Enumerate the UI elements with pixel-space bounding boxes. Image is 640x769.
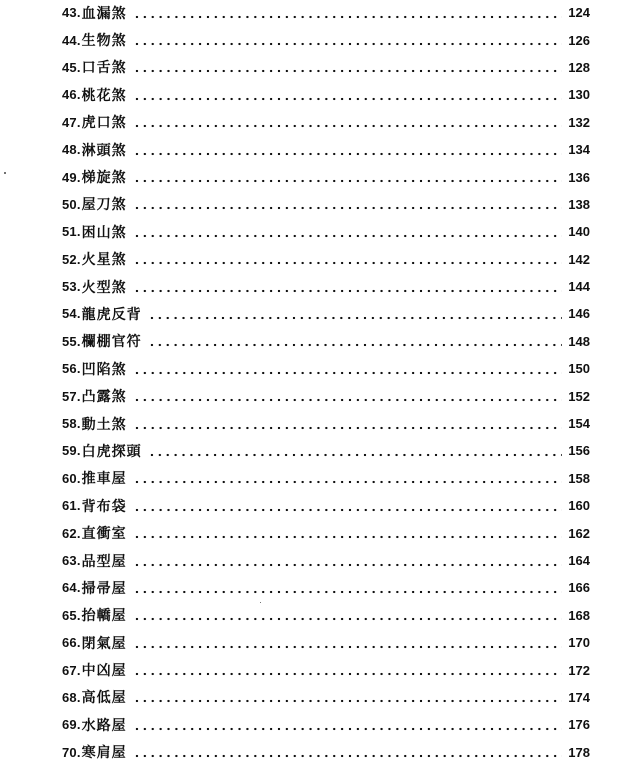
- entry-page-number: 158: [568, 470, 590, 486]
- entry-title: 抬轎屋: [81, 608, 127, 625]
- entry-page-number: 164: [568, 553, 590, 568]
- toc-entry: [62, 0, 590, 26]
- toc-entry: [62, 547, 590, 574]
- dot-leader: [133, 663, 562, 677]
- toc-entry: [62, 437, 590, 464]
- toc-entry: [62, 54, 590, 81]
- dot-leader: [133, 88, 562, 102]
- dot-leader: [133, 499, 562, 513]
- entry-title: 推車屋: [81, 471, 127, 488]
- entry-number: 67.: [62, 662, 81, 678]
- entry-title: 品型屋: [81, 553, 127, 570]
- entry-title: 梯旋煞: [81, 170, 127, 187]
- entry-page-number: 162: [568, 525, 590, 541]
- entry-title: 龍虎反背: [81, 306, 142, 323]
- toc-entry: [62, 26, 590, 53]
- entry-page-number: 150: [568, 361, 590, 377]
- entry-title: 背布袋: [81, 498, 127, 515]
- toc-entry: [62, 656, 590, 683]
- toc-entry: [62, 218, 590, 245]
- dot-leader: [133, 581, 562, 595]
- entry-page-number: 178: [568, 744, 590, 760]
- entry-page-number: 142: [568, 251, 590, 267]
- toc-entry: [62, 629, 590, 656]
- entry-page-number: 140: [568, 224, 590, 240]
- toc-entry: [62, 328, 590, 355]
- dot-leader: [133, 526, 562, 540]
- entry-page-number: 170: [568, 635, 590, 651]
- entry-number: 50.: [62, 196, 81, 212]
- dot-leader: [133, 554, 562, 568]
- entry-number: 56.: [62, 361, 81, 377]
- entry-title: 高低屋: [81, 690, 127, 707]
- entry-number: 47.: [62, 114, 81, 130]
- dot-leader: [133, 170, 562, 184]
- dot-leader: [133, 745, 562, 759]
- toc-entry: [62, 355, 590, 382]
- entry-page-number: 154: [568, 416, 590, 432]
- entry-title: 白虎探頭: [81, 443, 142, 460]
- entry-title: 火型煞: [81, 279, 127, 296]
- toc-entry: [62, 382, 590, 409]
- entry-title: 動土煞: [81, 416, 127, 433]
- entry-title: 中凶屋: [81, 663, 127, 680]
- entry-title: 生物煞: [81, 33, 127, 50]
- scan-speck: [4, 172, 6, 174]
- entry-page-number: 160: [568, 498, 590, 514]
- toc-entry: [62, 602, 590, 629]
- entry-number: 54.: [62, 306, 81, 322]
- dot-leader: [133, 115, 562, 129]
- dot-leader: [133, 362, 562, 376]
- entry-number: 44.: [62, 32, 81, 48]
- entry-title: 寒肩屋: [81, 745, 127, 762]
- entry-title: 口舌煞: [81, 60, 127, 77]
- entry-title: 閉氣屋: [81, 635, 127, 652]
- toc-entry: [62, 109, 590, 136]
- toc-entry: [62, 163, 590, 190]
- dot-leader: [133, 60, 562, 74]
- entry-number: 48.: [62, 142, 81, 158]
- dot-leader: [133, 608, 562, 622]
- toc-entry: [62, 739, 590, 766]
- dot-leader: [133, 33, 562, 47]
- entry-page-number: 138: [568, 196, 590, 212]
- entry-title: 凹陷煞: [81, 361, 127, 378]
- entry-title: 困山煞: [81, 224, 127, 241]
- toc-entry: [62, 684, 590, 711]
- entry-title: 屋刀煞: [81, 197, 127, 214]
- entry-title: 血漏煞: [81, 5, 127, 22]
- entry-page-number: 126: [568, 32, 590, 48]
- entry-number: 68.: [62, 689, 81, 705]
- dot-leader: [133, 718, 562, 732]
- entry-page-number: 168: [568, 607, 590, 623]
- entry-page-number: 124: [568, 5, 590, 21]
- dot-leader: [148, 444, 562, 458]
- entry-number: 53.: [62, 279, 81, 295]
- entry-page-number: 146: [568, 306, 590, 322]
- entry-page-number: 152: [568, 388, 590, 404]
- table-of-contents: [62, 0, 590, 766]
- entry-number: 49.: [62, 169, 81, 185]
- toc-entry: [62, 246, 590, 273]
- entry-number: 51.: [62, 224, 81, 240]
- entry-number: 46.: [62, 87, 81, 103]
- toc-entry: [62, 711, 590, 738]
- entry-page-number: 134: [568, 142, 590, 158]
- entry-number: 52.: [62, 251, 81, 267]
- toc-entry: [62, 492, 590, 519]
- dot-leader: [133, 280, 562, 294]
- dot-leader: [133, 6, 562, 20]
- toc-entry: [62, 465, 590, 492]
- dot-leader: [133, 143, 562, 157]
- entry-title: 水路屋: [81, 717, 127, 734]
- entry-number: 70.: [62, 744, 81, 760]
- entry-number: 55.: [62, 333, 81, 349]
- dot-leader: [133, 690, 562, 704]
- entry-title: 火星煞: [81, 252, 127, 269]
- dot-leader: [148, 334, 562, 348]
- dot-leader: [133, 389, 562, 403]
- dot-leader: [133, 636, 562, 650]
- entry-title: 凸露煞: [81, 389, 127, 406]
- toc-entry: [62, 300, 590, 327]
- toc-entry: [62, 574, 590, 601]
- entry-page-number: 144: [568, 279, 590, 295]
- dot-leader: [133, 225, 562, 239]
- entry-title: 欄棚官符: [81, 334, 142, 351]
- toc-entry: [62, 410, 590, 437]
- dot-leader: [133, 471, 562, 485]
- entry-title: 掃帚屋: [81, 580, 127, 597]
- entry-page-number: 172: [568, 662, 590, 678]
- entry-number: 63.: [62, 553, 81, 568]
- entry-number: 66.: [62, 635, 81, 651]
- entry-page-number: 166: [568, 580, 590, 596]
- toc-entry: [62, 81, 590, 108]
- entry-title: 虎口煞: [81, 115, 127, 132]
- entry-page-number: 128: [568, 59, 590, 75]
- entry-number: 64.: [62, 580, 81, 596]
- entry-page-number: 156: [568, 443, 590, 459]
- toc-entry: [62, 273, 590, 300]
- entry-page-number: 148: [568, 333, 590, 349]
- entry-number: 45.: [62, 59, 81, 75]
- dot-leader: [133, 417, 562, 431]
- entry-number: 69.: [62, 717, 81, 733]
- entry-number: 62.: [62, 525, 81, 541]
- toc-entry: [62, 136, 590, 163]
- entry-number: 60.: [62, 470, 81, 486]
- entry-page-number: 136: [568, 169, 590, 185]
- entry-number: 58.: [62, 416, 81, 432]
- entry-number: 65.: [62, 607, 81, 623]
- toc-entry: [62, 191, 590, 218]
- entry-title: 直衝室: [81, 526, 127, 543]
- entry-title: 桃花煞: [81, 87, 127, 104]
- dot-leader: [133, 197, 562, 211]
- entry-page-number: 176: [568, 717, 590, 733]
- entry-title: 淋頭煞: [81, 142, 127, 159]
- entry-number: 59.: [62, 443, 81, 459]
- entry-number: 43.: [62, 5, 81, 21]
- dot-leader: [133, 252, 562, 266]
- entry-number: 61.: [62, 498, 81, 514]
- entry-page-number: 132: [568, 114, 590, 130]
- dot-leader: [148, 307, 562, 321]
- entry-page-number: 130: [568, 87, 590, 103]
- entry-page-number: 174: [568, 689, 590, 705]
- entry-number: 57.: [62, 388, 81, 404]
- scan-speck: [260, 602, 261, 603]
- toc-entry: [62, 519, 590, 546]
